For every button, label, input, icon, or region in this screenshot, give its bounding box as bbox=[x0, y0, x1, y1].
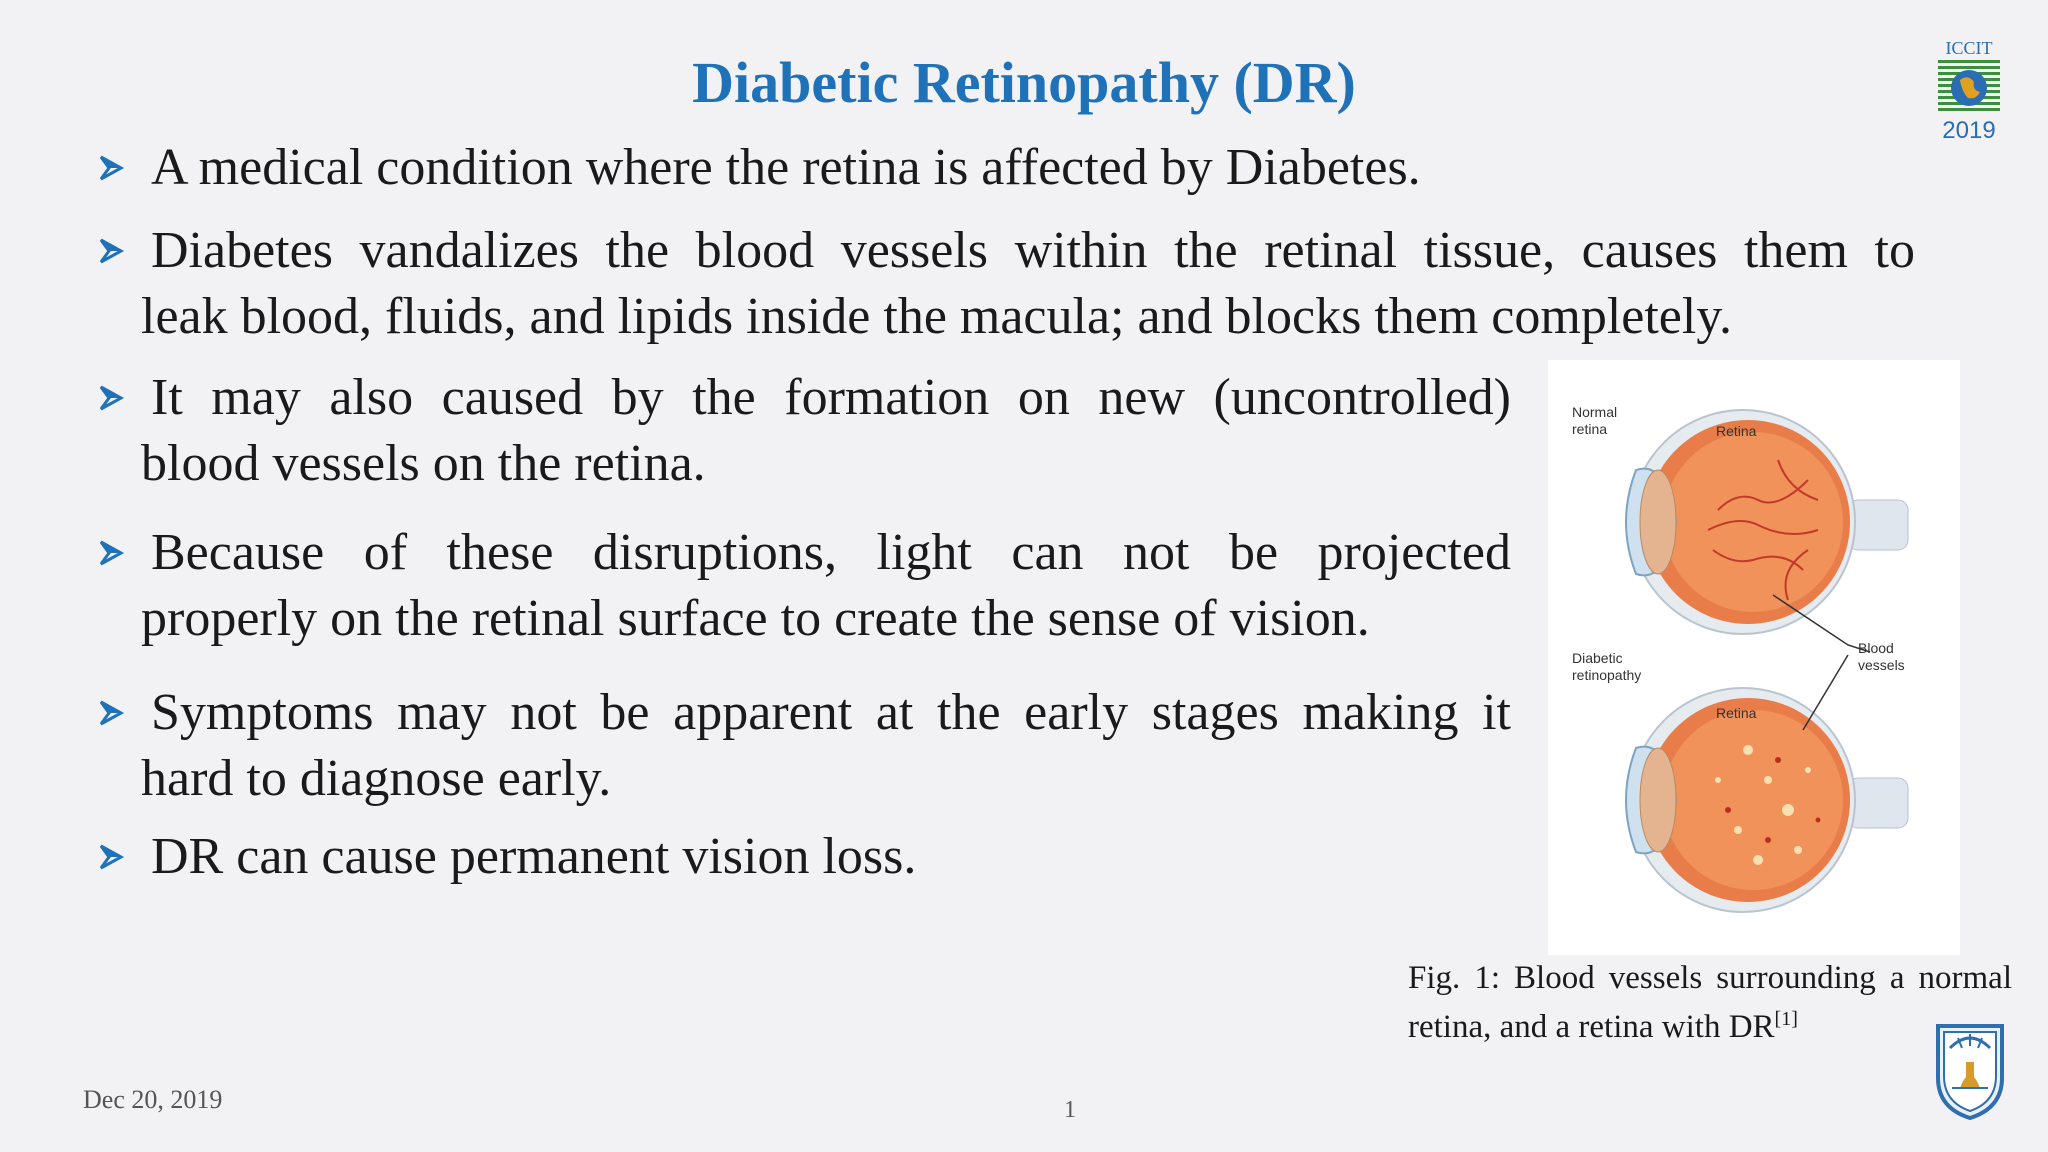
bullet-6 bbox=[95, 824, 1511, 890]
page-number: 1 bbox=[1064, 1097, 1076, 1123]
footer-date: Dec 20, 2019 bbox=[83, 1085, 223, 1114]
arrow-bullet-icon bbox=[95, 143, 145, 193]
eye-figure bbox=[1548, 360, 1960, 955]
caption-text: Fig. 1: Blood vessels surrounding a normal retina, and a retina with DR bbox=[1408, 960, 2012, 1045]
bullet-4-line1: Because of these disruptions, light can not be projected bbox=[151, 524, 1511, 581]
slide-title: Diabetic Retinopathy (DR) bbox=[692, 50, 1356, 115]
bullet-5-line1: Symptoms may not be apparent at the early stages making it bbox=[151, 684, 1511, 741]
bullet-4 bbox=[95, 520, 1511, 652]
arrow-bullet-icon bbox=[95, 528, 145, 578]
bullet-5 bbox=[95, 680, 1511, 812]
bullet-1 bbox=[95, 135, 1955, 201]
bullet-6-text: DR can cause permanent vision loss. bbox=[151, 828, 917, 885]
bullet-2 bbox=[95, 218, 1915, 350]
label-retina-top: Retina bbox=[1716, 423, 1757, 439]
bullet-3-line1: It may also caused by the formation on new (uncontrolled) bbox=[151, 369, 1511, 426]
arrow-bullet-icon bbox=[95, 688, 145, 738]
bullet-2-line1: Diabetes vandalizes the blood vessels within the retinal tissue, causes them to bbox=[151, 222, 1915, 279]
arrow-bullet-icon bbox=[95, 832, 145, 882]
arrow-bullet-icon bbox=[95, 226, 145, 276]
bullet-4-line2: properly on the retinal surface to create the sense of vision. bbox=[141, 590, 1370, 647]
logo-top-text: ICCIT bbox=[1945, 38, 1993, 58]
diabetic-eye bbox=[1626, 688, 1908, 912]
bullet-5-line2: hard to diagnose early. bbox=[141, 750, 612, 807]
iccit-logo bbox=[1936, 38, 2002, 142]
label-diabetic-retinopathy: Diabetic retinopathy bbox=[1572, 650, 1642, 683]
bullet-3 bbox=[95, 365, 1511, 497]
figure-caption bbox=[1408, 958, 2012, 1048]
label-normal-retina: Normal retina bbox=[1572, 404, 1618, 437]
bullet-3-line2: blood vessels on the retina. bbox=[141, 435, 706, 492]
label-retina-bottom: Retina bbox=[1716, 705, 1757, 721]
bullet-1-text: A medical condition where the retina is affected by Diabetes. bbox=[151, 139, 1421, 196]
logo-top-year: 2019 bbox=[1942, 117, 1996, 142]
normal-eye bbox=[1626, 410, 1908, 634]
arrow-bullet-icon bbox=[95, 373, 145, 423]
bullet-2-line2: leak blood, fluids, and lipids inside the macula; and blocks them completely. bbox=[141, 288, 1732, 345]
caption-reference: [1] bbox=[1774, 1008, 1798, 1030]
university-crest-logo bbox=[1932, 1018, 2008, 1120]
label-blood-vessels: Blood vessels bbox=[1858, 640, 1905, 673]
